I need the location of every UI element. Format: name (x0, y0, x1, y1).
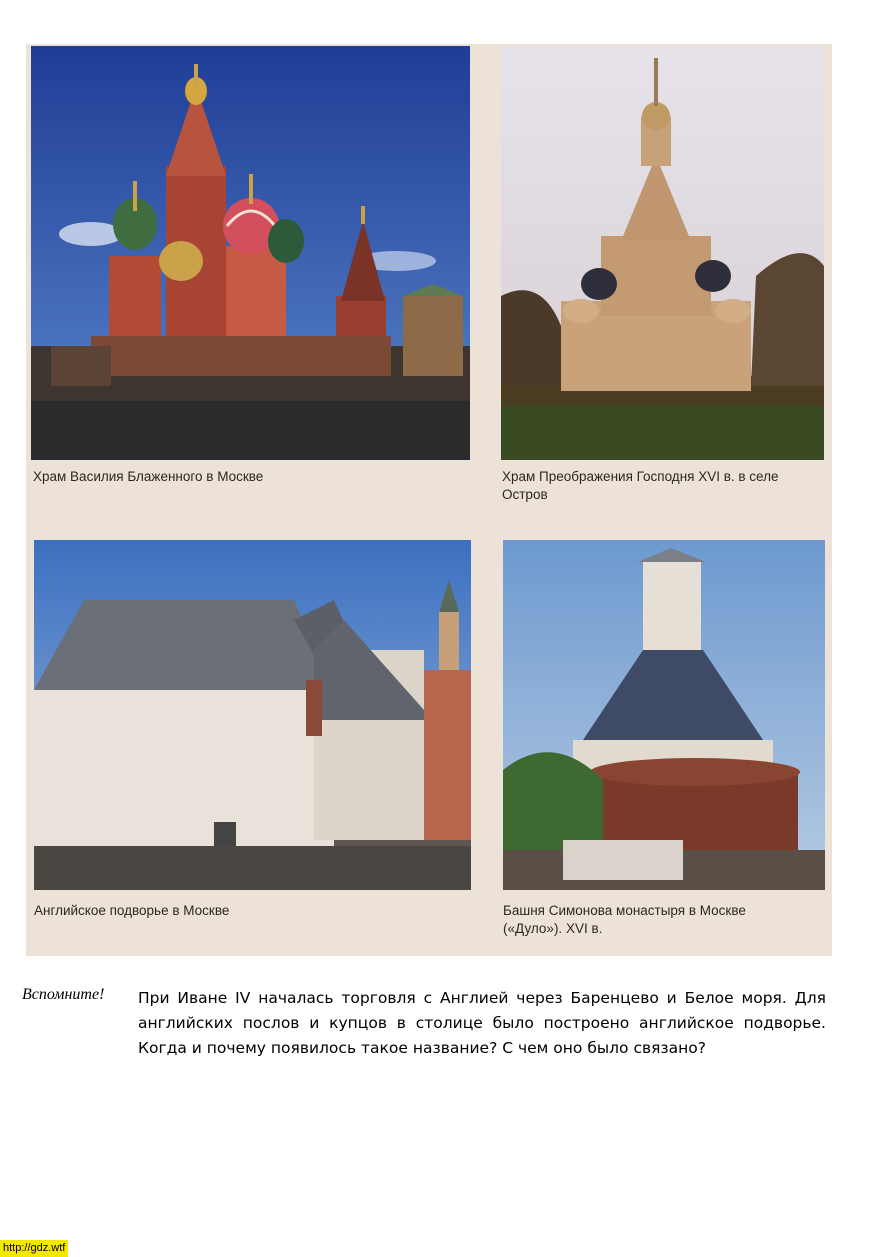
caption-st-basils (33, 468, 463, 486)
caption-simonov-tower (503, 902, 793, 938)
caption-english-court (34, 902, 464, 920)
caption-text: Храм Василия Блаженного в Москве (33, 469, 264, 484)
caption-ostrov-church (502, 468, 802, 504)
note-label: Вспомните! (22, 986, 105, 1003)
photo-ostrov-church (501, 46, 824, 460)
caption-text: Башня Симонова монастыря в Москве («Дуло»). XVI в. (503, 903, 746, 936)
photo-english-court (34, 540, 471, 890)
note-text: При Иване IV началась торговля с Англией через Баренцево и Белое моря. Для английских послов и купцов в столице было построено английское подворье. Когда и почему появилось такое название? С чем оно было связано? (138, 989, 826, 1057)
watermark-link[interactable]: http://gdz.wtf (0, 1240, 68, 1257)
cathedral-illustration (31, 46, 470, 460)
church-illustration (501, 46, 824, 460)
caption-text: Храм Преображения Господня XVI в. в селе Остров (502, 469, 779, 502)
photo-st-basils (31, 46, 470, 460)
caption-text: Английское подворье в Москве (34, 903, 230, 918)
tower-illustration (503, 540, 825, 890)
english-court-illustration (34, 540, 471, 890)
photo-simonov-tower (503, 540, 825, 890)
